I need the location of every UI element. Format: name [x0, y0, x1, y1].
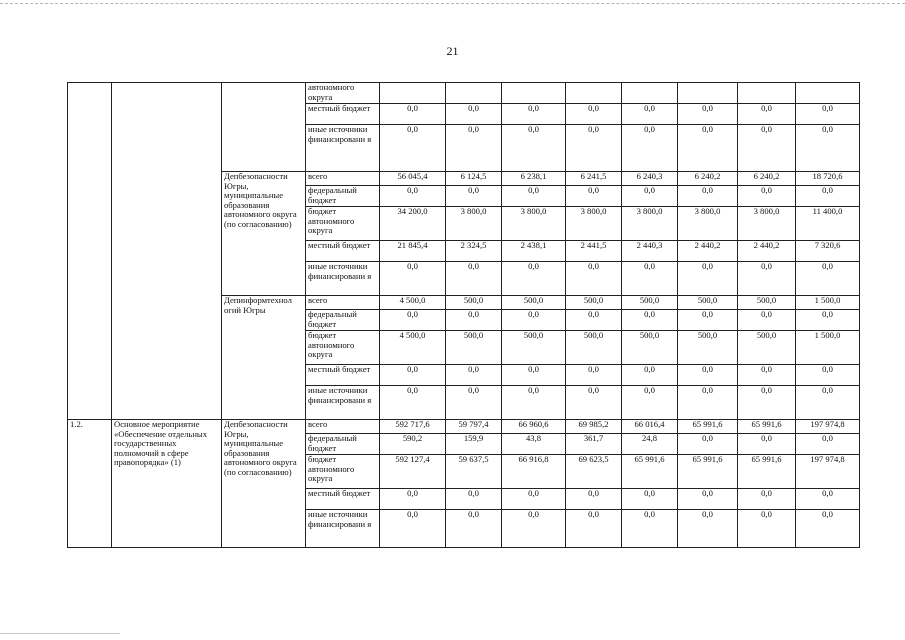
amount-cell: 0,0	[796, 310, 860, 331]
amount-cell: 500,0	[566, 296, 622, 310]
amount-cell: 0,0	[796, 434, 860, 455]
amount-cell	[566, 83, 622, 104]
amount-cell: 0,0	[678, 104, 738, 125]
amount-cell: 0,0	[380, 186, 446, 207]
amount-cell: 0,0	[622, 489, 678, 510]
funding-source-cell: иные источники финансировани я	[306, 262, 380, 296]
amount-cell: 500,0	[446, 331, 502, 365]
amount-cell: 0,0	[502, 510, 566, 548]
amount-cell: 0,0	[446, 125, 502, 172]
amount-cell: 0,0	[796, 365, 860, 386]
amount-cell: 3 800,0	[738, 207, 796, 241]
table-row	[68, 420, 860, 434]
amount-cell: 0,0	[380, 510, 446, 548]
amount-cell: 59 797,4	[446, 420, 502, 434]
amount-cell: 500,0	[502, 331, 566, 365]
amount-cell: 66 016,4	[622, 420, 678, 434]
funding-source-cell: федеральный бюджет	[306, 310, 380, 331]
amount-cell	[446, 83, 502, 104]
amount-cell: 0,0	[738, 262, 796, 296]
amount-cell: 6 240,2	[738, 172, 796, 186]
amount-cell: 0,0	[446, 262, 502, 296]
measure-name-cell: Основное мероприятие «Обеспечение отдельных государственных полномочий в сфере правопорядка» (1)	[112, 420, 222, 548]
amount-cell: 2 324,5	[446, 241, 502, 262]
amount-cell: 0,0	[380, 104, 446, 125]
amount-cell: 0,0	[502, 262, 566, 296]
executor-cell: Депбезопасности Югры, муниципальные образования автономного округа (по согласованию)	[222, 172, 306, 296]
amount-cell: 21 845,4	[380, 241, 446, 262]
amount-cell: 18 720,6	[796, 172, 860, 186]
amount-cell: 65 991,6	[678, 420, 738, 434]
amount-cell: 197 974,8	[796, 455, 860, 489]
funding-source-cell: автономного округа	[306, 83, 380, 104]
amount-cell: 0,0	[796, 262, 860, 296]
amount-cell	[678, 83, 738, 104]
amount-cell: 0,0	[380, 386, 446, 420]
amount-cell: 65 991,6	[738, 420, 796, 434]
funding-source-cell: местный бюджет	[306, 489, 380, 510]
amount-cell: 66 960,6	[502, 420, 566, 434]
amount-cell	[622, 83, 678, 104]
amount-cell: 0,0	[566, 489, 622, 510]
amount-cell: 0,0	[380, 365, 446, 386]
amount-cell: 159,9	[446, 434, 502, 455]
amount-cell: 0,0	[380, 262, 446, 296]
amount-cell: 500,0	[446, 296, 502, 310]
amount-cell: 592 717,6	[380, 420, 446, 434]
measure-code-cell: 1.2.	[68, 420, 112, 548]
amount-cell: 0,0	[622, 186, 678, 207]
amount-cell: 0,0	[796, 510, 860, 548]
amount-cell: 592 127,4	[380, 455, 446, 489]
measure-code-cell	[68, 83, 112, 420]
amount-cell: 2 440,3	[622, 241, 678, 262]
amount-cell: 500,0	[738, 331, 796, 365]
amount-cell: 0,0	[446, 510, 502, 548]
funding-source-cell: бюджет автономного округа	[306, 331, 380, 365]
amount-cell: 6 124,5	[446, 172, 502, 186]
amount-cell: 0,0	[446, 104, 502, 125]
amount-cell: 0,0	[502, 386, 566, 420]
amount-cell: 0,0	[622, 104, 678, 125]
amount-cell: 0,0	[566, 386, 622, 420]
table-body	[68, 83, 860, 548]
amount-cell: 0,0	[622, 310, 678, 331]
amount-cell: 3 800,0	[446, 207, 502, 241]
amount-cell: 0,0	[678, 310, 738, 331]
funding-source-cell: иные источники финансировани я	[306, 125, 380, 172]
amount-cell: 0,0	[446, 310, 502, 331]
amount-cell: 0,0	[678, 365, 738, 386]
amount-cell: 0,0	[380, 310, 446, 331]
amount-cell: 0,0	[566, 104, 622, 125]
funding-source-cell: местный бюджет	[306, 104, 380, 125]
amount-cell: 2 441,5	[566, 241, 622, 262]
amount-cell: 0,0	[566, 310, 622, 331]
amount-cell: 0,0	[446, 186, 502, 207]
amount-cell: 0,0	[738, 489, 796, 510]
amount-cell: 3 800,0	[502, 207, 566, 241]
amount-cell: 500,0	[678, 296, 738, 310]
amount-cell: 34 200,0	[380, 207, 446, 241]
amount-cell	[380, 83, 446, 104]
amount-cell: 4 500,0	[380, 296, 446, 310]
amount-cell: 2 440,2	[738, 241, 796, 262]
amount-cell: 0,0	[622, 262, 678, 296]
amount-cell: 6 240,2	[678, 172, 738, 186]
amount-cell: 65 991,6	[622, 455, 678, 489]
funding-source-cell: бюджет автономного округа	[306, 207, 380, 241]
amount-cell: 0,0	[380, 125, 446, 172]
amount-cell: 0,0	[678, 386, 738, 420]
amount-cell: 0,0	[738, 365, 796, 386]
amount-cell: 0,0	[678, 489, 738, 510]
amount-cell: 0,0	[738, 510, 796, 548]
amount-cell: 69 985,2	[566, 420, 622, 434]
amount-cell: 0,0	[502, 104, 566, 125]
amount-cell: 2 440,2	[678, 241, 738, 262]
amount-cell: 0,0	[446, 365, 502, 386]
amount-cell: 0,0	[566, 186, 622, 207]
amount-cell: 197 974,8	[796, 420, 860, 434]
amount-cell: 0,0	[502, 310, 566, 331]
amount-cell: 0,0	[446, 489, 502, 510]
budget-table	[67, 82, 860, 548]
page-number: 21	[446, 44, 459, 58]
funding-source-cell: иные источники финансировани я	[306, 386, 380, 420]
amount-cell: 6 238,1	[502, 172, 566, 186]
amount-cell: 0,0	[502, 365, 566, 386]
amount-cell: 0,0	[678, 186, 738, 207]
amount-cell: 69 623,5	[566, 455, 622, 489]
amount-cell: 0,0	[796, 186, 860, 207]
scan-edge-top	[0, 3, 905, 4]
amount-cell: 3 800,0	[622, 207, 678, 241]
amount-cell: 7 320,6	[796, 241, 860, 262]
amount-cell: 56 045,4	[380, 172, 446, 186]
amount-cell: 11 400,0	[796, 207, 860, 241]
scan-edge-bottom	[0, 633, 120, 634]
funding-source-cell: федеральный бюджет	[306, 434, 380, 455]
amount-cell: 0,0	[566, 365, 622, 386]
amount-cell: 1 500,0	[796, 331, 860, 365]
amount-cell: 0,0	[678, 125, 738, 172]
amount-cell: 3 800,0	[566, 207, 622, 241]
funding-source-cell: всего	[306, 296, 380, 310]
amount-cell: 4 500,0	[380, 331, 446, 365]
amount-cell: 0,0	[622, 510, 678, 548]
amount-cell: 0,0	[446, 386, 502, 420]
amount-cell: 0,0	[502, 186, 566, 207]
amount-cell: 3 800,0	[678, 207, 738, 241]
amount-cell	[502, 83, 566, 104]
amount-cell: 24,8	[622, 434, 678, 455]
amount-cell: 1 500,0	[796, 296, 860, 310]
amount-cell: 0,0	[678, 262, 738, 296]
amount-cell: 0,0	[502, 489, 566, 510]
amount-cell: 0,0	[796, 489, 860, 510]
amount-cell: 6 240,3	[622, 172, 678, 186]
executor-cell	[222, 83, 306, 172]
amount-cell: 0,0	[622, 386, 678, 420]
amount-cell: 0,0	[566, 510, 622, 548]
amount-cell: 500,0	[566, 331, 622, 365]
amount-cell: 2 438,1	[502, 241, 566, 262]
amount-cell	[796, 83, 860, 104]
amount-cell: 0,0	[738, 186, 796, 207]
amount-cell: 0,0	[622, 365, 678, 386]
amount-cell: 590,2	[380, 434, 446, 455]
amount-cell: 0,0	[678, 434, 738, 455]
amount-cell: 0,0	[566, 262, 622, 296]
amount-cell: 500,0	[738, 296, 796, 310]
amount-cell: 0,0	[738, 386, 796, 420]
amount-cell: 0,0	[796, 386, 860, 420]
funding-source-cell: всего	[306, 172, 380, 186]
executor-cell: Депинформтехнол огий Югры	[222, 296, 306, 420]
amount-cell: 0,0	[678, 510, 738, 548]
amount-cell: 59 637,5	[446, 455, 502, 489]
amount-cell: 500,0	[622, 331, 678, 365]
table-row	[68, 83, 860, 104]
amount-cell	[738, 83, 796, 104]
amount-cell: 500,0	[622, 296, 678, 310]
amount-cell: 0,0	[502, 125, 566, 172]
funding-source-cell: местный бюджет	[306, 365, 380, 386]
amount-cell: 500,0	[678, 331, 738, 365]
funding-source-cell: бюджет автономного округа	[306, 455, 380, 489]
funding-source-cell: федеральный бюджет	[306, 186, 380, 207]
funding-source-cell: местный бюджет	[306, 241, 380, 262]
amount-cell: 66 916,8	[502, 455, 566, 489]
amount-cell: 361,7	[566, 434, 622, 455]
amount-cell: 0,0	[738, 125, 796, 172]
executor-cell: Депбезопасности Югры, муниципальные образования автономного округа (по согласованию)	[222, 420, 306, 548]
amount-cell: 0,0	[738, 104, 796, 125]
amount-cell: 6 241,5	[566, 172, 622, 186]
amount-cell: 0,0	[738, 310, 796, 331]
amount-cell: 65 991,6	[738, 455, 796, 489]
amount-cell: 0,0	[796, 125, 860, 172]
amount-cell: 43,8	[502, 434, 566, 455]
amount-cell: 0,0	[738, 434, 796, 455]
funding-source-cell: иные источники финансировани я	[306, 510, 380, 548]
amount-cell: 0,0	[622, 125, 678, 172]
measure-name-cell	[112, 83, 222, 420]
amount-cell: 0,0	[796, 104, 860, 125]
amount-cell: 0,0	[566, 125, 622, 172]
funding-source-cell: всего	[306, 420, 380, 434]
amount-cell: 65 991,6	[678, 455, 738, 489]
amount-cell: 500,0	[502, 296, 566, 310]
amount-cell: 0,0	[380, 489, 446, 510]
